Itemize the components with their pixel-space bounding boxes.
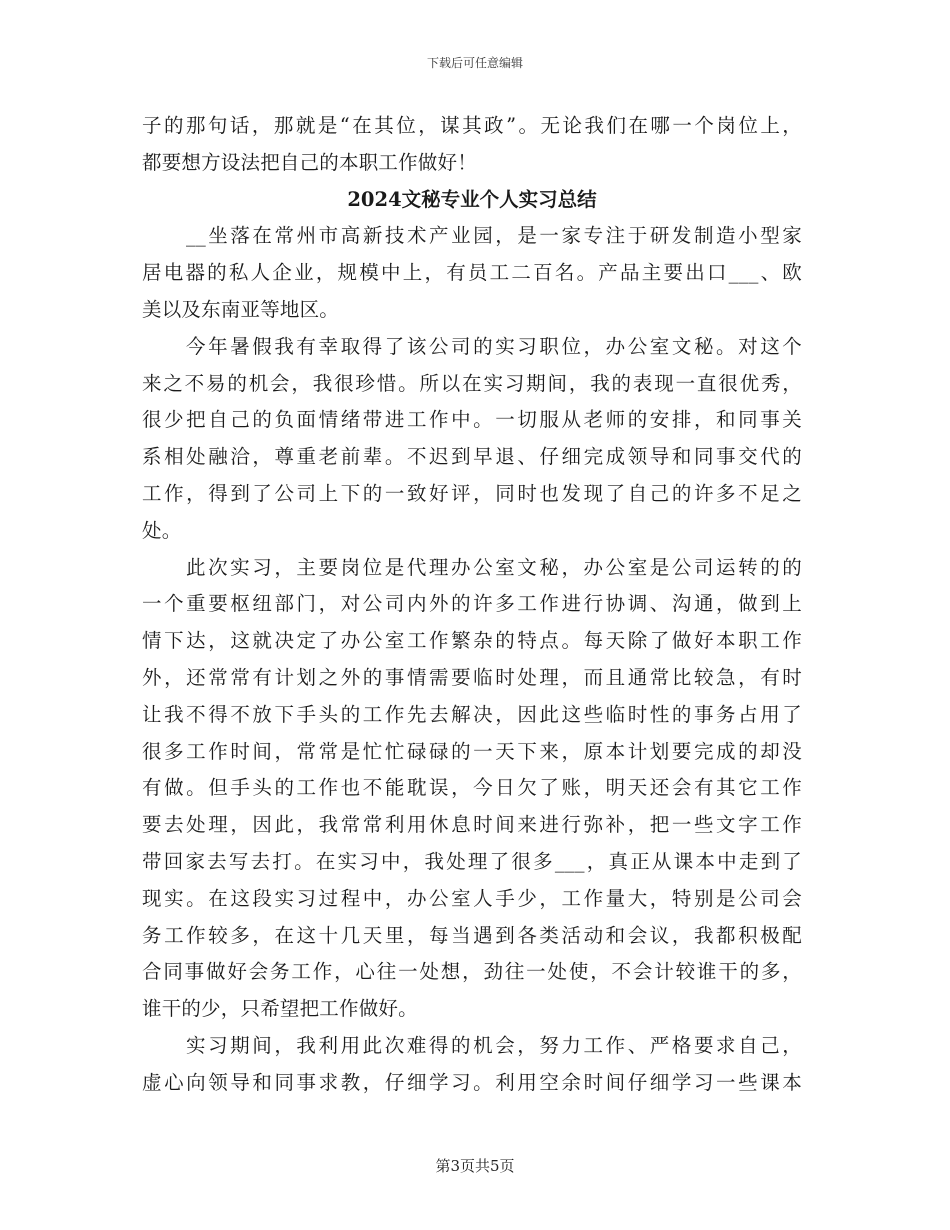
paragraph	[142, 329, 802, 550]
text-line: 一个重要枢纽部门，对公司内外的许多工作进行协调、沟通，做到上	[142, 592, 802, 616]
text-line: 美以及东南亚等地区。	[142, 297, 340, 321]
text-line: 来之不易的机会，我很珍惜。所以在实习期间，我的表现一直很优秀，	[142, 371, 802, 395]
text-line: 带回家去写去打。在实习中，我处理了很多___，真正从课本中走到了	[142, 849, 802, 873]
text-line: 工作，得到了公司上下的一致好评，同时也发现了自己的许多不足之	[142, 481, 802, 505]
document-body	[142, 108, 802, 1102]
text-line: 子的那句话，那就是“在其位，谋其政”。无论我们在哪一个岗位上，	[142, 114, 802, 137]
text-line: 外，还常常有计划之外的事情需要临时处理，而且通常比较急，有时	[142, 665, 802, 689]
text-line: __坐落在常州市高新技术产业园，是一家专注于研发制造小型家	[186, 224, 802, 248]
text-line: 让我不得不放下手头的工作先去解决，因此这些临时性的事务占用了	[142, 702, 802, 726]
text-line: 有做。但手头的工作也不能耽误，今日欠了账，明天还会有其它工作	[142, 776, 802, 800]
text-line: 虚心向领导和同事求教，仔细学习。利用空余时间仔细学习一些课本	[142, 1070, 802, 1094]
paragraph	[142, 1028, 802, 1102]
text-line: 很少把自己的负面情绪带进工作中。一切服从老师的安排，和同事关	[142, 408, 802, 432]
text-line: 都要想方设法把自己的本职工作做好！	[142, 150, 477, 174]
text-line: 情下达，这就决定了办公室工作繁杂的特点。每天除了做好本职工作	[142, 629, 802, 653]
paragraph	[142, 550, 802, 1028]
text-line: 系相处融洽，尊重老前辈。不迟到早退、仔细完成领导和同事交代的	[142, 445, 802, 469]
text-line: 现实。在这段实习过程中，办公室人手少，工作量大，特别是公司会	[142, 886, 802, 910]
header-note: 下载后可任意编辑	[426, 56, 523, 70]
text-line: 处。	[142, 518, 182, 542]
document-title: 2024文秘专业个人实习总结	[347, 187, 597, 211]
paragraph	[142, 218, 802, 328]
text-line: 此次实习，主要岗位是代理办公室文秘，办公室是公司运转的的	[186, 555, 802, 579]
text-line: 实习期间，我利用此次难得的机会，努力工作、严格要求自己，	[186, 1033, 802, 1057]
page-footer: 第3页共5页	[435, 1157, 515, 1175]
text-line: 很多工作时间，常常是忙忙碌碌的一天下来，原本计划要完成的却没	[142, 739, 802, 763]
text-line: 要去处理，因此，我常常利用休息时间来进行弥补，把一些文字工作	[142, 813, 802, 837]
text-line: 今年暑假我有幸取得了该公司的实习职位，办公室文秘。对这个	[186, 334, 802, 358]
text-line: 居电器的私人企业，规模中上，有员工二百名。产品主要出口___、欧	[142, 261, 802, 285]
paragraph-list	[142, 218, 802, 1101]
text-line: 合同事做好会务工作，心往一处想，劲往一处使，不会计较谁干的多，	[142, 960, 802, 984]
text-line: 务工作较多，在这十几天里，每当遇到各类活动和会议，我都积极配	[142, 923, 802, 947]
intro-paragraph	[142, 108, 802, 182]
text-line: 谁干的少，只希望把工作做好。	[142, 997, 418, 1021]
